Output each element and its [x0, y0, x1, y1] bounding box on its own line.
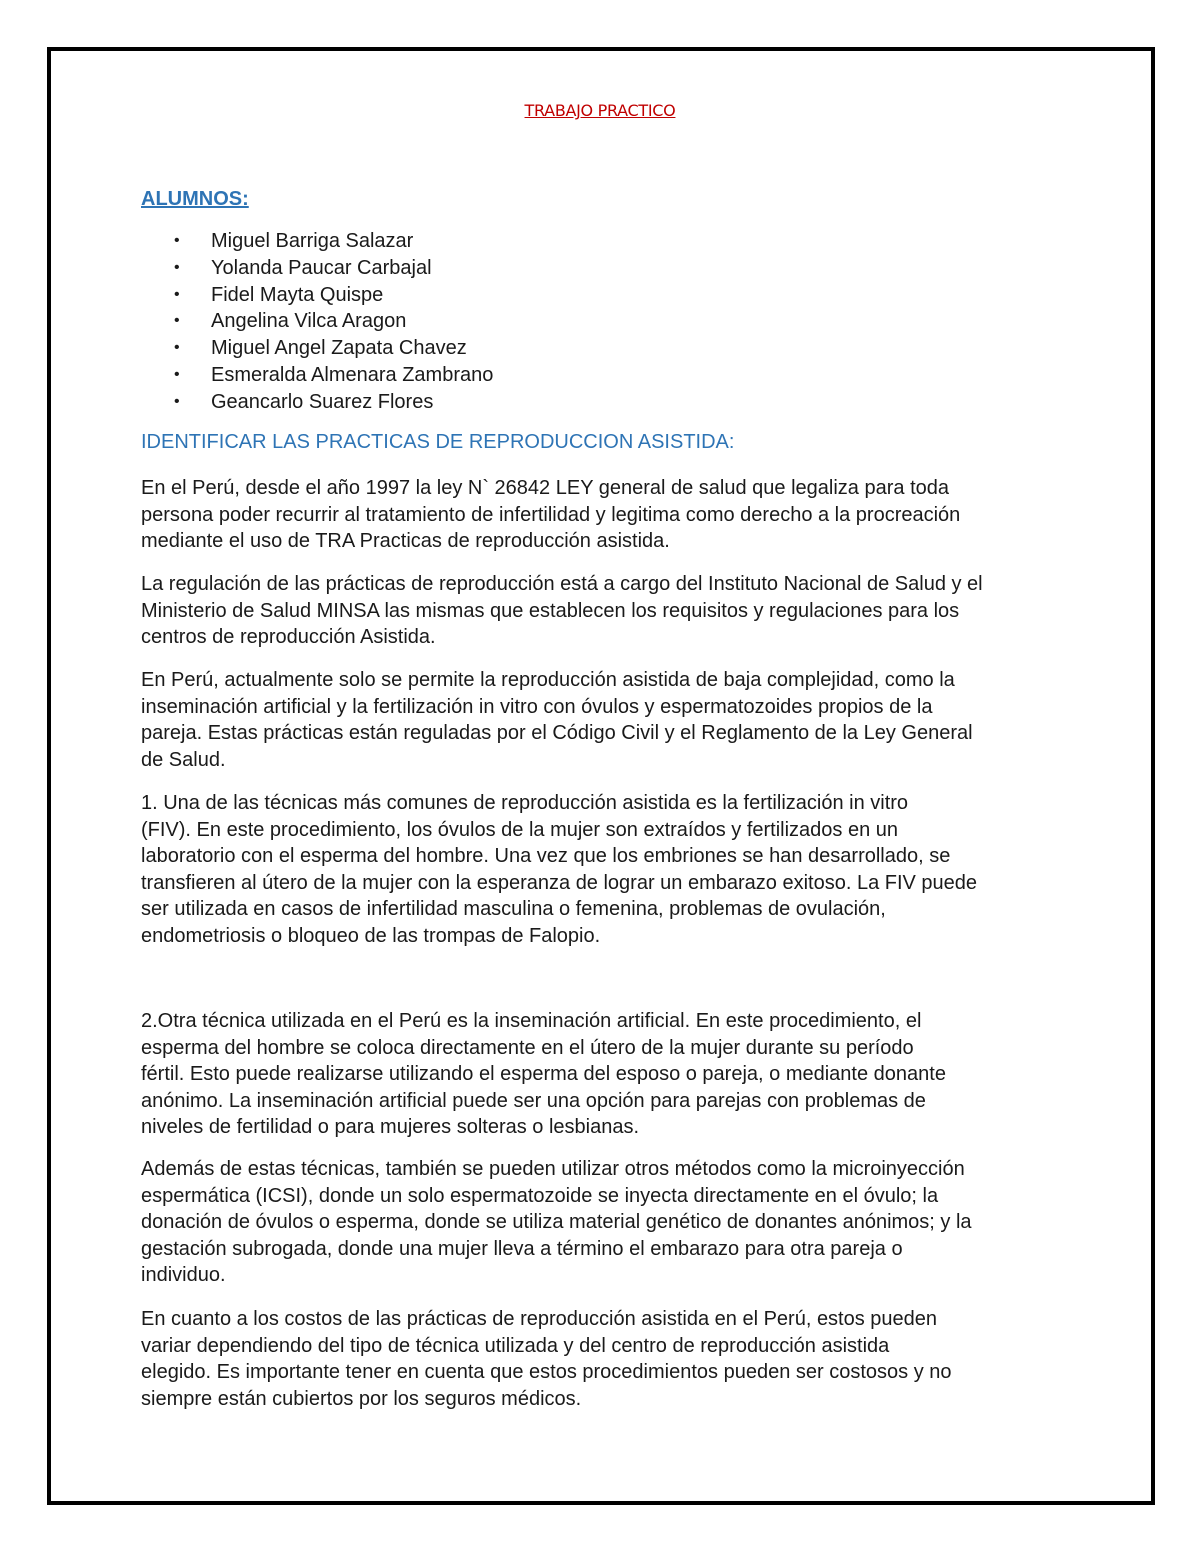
bullet-icon: • [174, 285, 180, 303]
paragraph-ley-26842 [141, 475, 1061, 555]
paragraph-line: endometriosis o bloqueo de las trompas de Falopio. [141, 924, 601, 947]
paragraph-line: de Salud. [141, 748, 226, 771]
paragraph-line: pareja. Estas prácticas están reguladas por el Código Civil y el Reglamento de la Ley General [141, 722, 973, 744]
paragraph-line: variar dependiendo del tipo de técnica utilizada y del centro de reproducción asistida [141, 1334, 890, 1357]
paragraph-line: fértil. Esto puede realizarse utilizando el esperma del esposo o pareja, o mediante donante [141, 1063, 946, 1085]
bullet-icon: • [174, 312, 180, 330]
paragraph-line: 1. Una de las técnicas más comunes de reproducción asistida es la fertilización in vitro [141, 792, 909, 814]
paragraph-line: individuo. [141, 1264, 226, 1286]
paragraph-line: En cuanto a los costos de las prácticas de reproducción asistida en el Perú, estos pueden [141, 1308, 938, 1330]
bullet-icon: • [174, 258, 180, 276]
paragraph-inseminacion [141, 1008, 1061, 1141]
paragraph-line: centros de reproducción Asistida. [141, 626, 436, 648]
paragraph-line: gestación subrogada, donde una mujer lleva a término el embarazo para otra pareja o [141, 1237, 903, 1260]
paragraph-line: La regulación de las prácticas de reproducción está a cargo del Instituto Nacional de Salud y el [141, 573, 983, 595]
list-item [141, 335, 493, 362]
paragraph-line: persona poder recurrir al tratamiento de infertilidad y legitima como derecho a la procreación [141, 503, 961, 526]
paragraph-fiv [141, 790, 1061, 949]
paragraph-line: Ministerio de Salud MINSA las mismas que establecen los requisitos y regulaciones para los [141, 599, 960, 622]
paragraph-line: donación de óvulos o esperma, donde se utiliza material genético de donantes anónimos; y la [141, 1211, 972, 1233]
list-item [141, 389, 493, 416]
student-name: Fidel Mayta Quispe [211, 283, 384, 306]
student-name: Yolanda Paucar Carbajal [211, 256, 432, 279]
paragraph-line: transfieren al útero de la mujer con la esperanza de lograr un embarazo exitoso. La FIV puede [141, 871, 978, 894]
paragraph-line: espermática (ICSI), donde un solo espermatozoide se inyecta directamente en el óvulo; la [141, 1184, 939, 1207]
bullet-icon: • [174, 392, 180, 410]
bullet-icon: • [174, 365, 180, 383]
list-item [141, 362, 493, 389]
bullet-icon: • [174, 339, 180, 357]
paragraph-line: En Perú, actualmente solo se permite la reproducción asistida de baja complejidad, como la [141, 669, 955, 691]
list-item [141, 255, 493, 282]
paragraph-otros-metodos [141, 1156, 1061, 1289]
section-heading: IDENTIFICAR LAS PRACTICAS DE REPRODUCCION ASISTIDA: [141, 431, 735, 453]
paragraph-line: anónimo. La inseminación artificial puede ser una opción para parejas con problemas de [141, 1089, 926, 1112]
list-item [141, 282, 493, 309]
bullet-icon: • [174, 232, 180, 249]
students-heading: ALUMNOS: [141, 188, 249, 210]
paragraph-line: mediante el uso de TRA Practicas de reproducción asistida. [141, 530, 670, 552]
paragraph-line: siempre están cubiertos por los seguros médicos. [141, 1387, 582, 1410]
paragraph-line: Además de estas técnicas, también se pueden utilizar otros métodos como la microinyección [141, 1158, 965, 1180]
paragraph-line: En el Perú, desde el año 1997 la ley N` 26842 LEY general de salud que legaliza para toda [141, 477, 949, 499]
student-name: Angelina Vilca Aragon [211, 310, 407, 333]
list-item [141, 228, 493, 255]
paragraph-regulacion [141, 571, 1061, 651]
student-name: Esmeralda Almenara Zambrano [211, 363, 494, 386]
document-title: TRABAJO PRACTICO [524, 101, 676, 120]
students-list [141, 228, 493, 416]
paragraph-line: (FIV). En este procedimiento, los óvulos de la mujer son extraídos y fertilizados en un [141, 818, 899, 841]
paragraph-line: esperma del hombre se coloca directamente en el útero de la mujer durante su período [141, 1036, 914, 1059]
paragraph-line: ser utilizada en casos de infertilidad masculina o femenina, problemas de ovulación, [141, 898, 886, 920]
paragraph-costos [141, 1306, 1061, 1412]
student-name: Miguel Angel Zapata Chavez [211, 337, 467, 360]
paragraph-baja-complejidad [141, 667, 1061, 773]
paragraph-line: niveles de fertilidad o para mujeres solteras o lesbianas. [141, 1116, 640, 1138]
list-item [141, 308, 493, 335]
paragraph-line: inseminación artificial y la fertilización in vitro con óvulos y espermatozoides propios de la [141, 695, 933, 718]
paragraph-line: elegido. Es importante tener en cuenta que estos procedimientos pueden ser costosos y no [141, 1361, 952, 1383]
student-name: Geancarlo Suarez Flores [211, 390, 434, 413]
student-name: Miguel Barriga Salazar [211, 230, 414, 252]
paragraph-line: laboratorio con el esperma del hombre. Una vez que los embriones se han desarrollado, se [141, 845, 951, 867]
paragraph-line: 2.Otra técnica utilizada en el Perú es la inseminación artificial. En este procedimiento, el [141, 1010, 922, 1032]
